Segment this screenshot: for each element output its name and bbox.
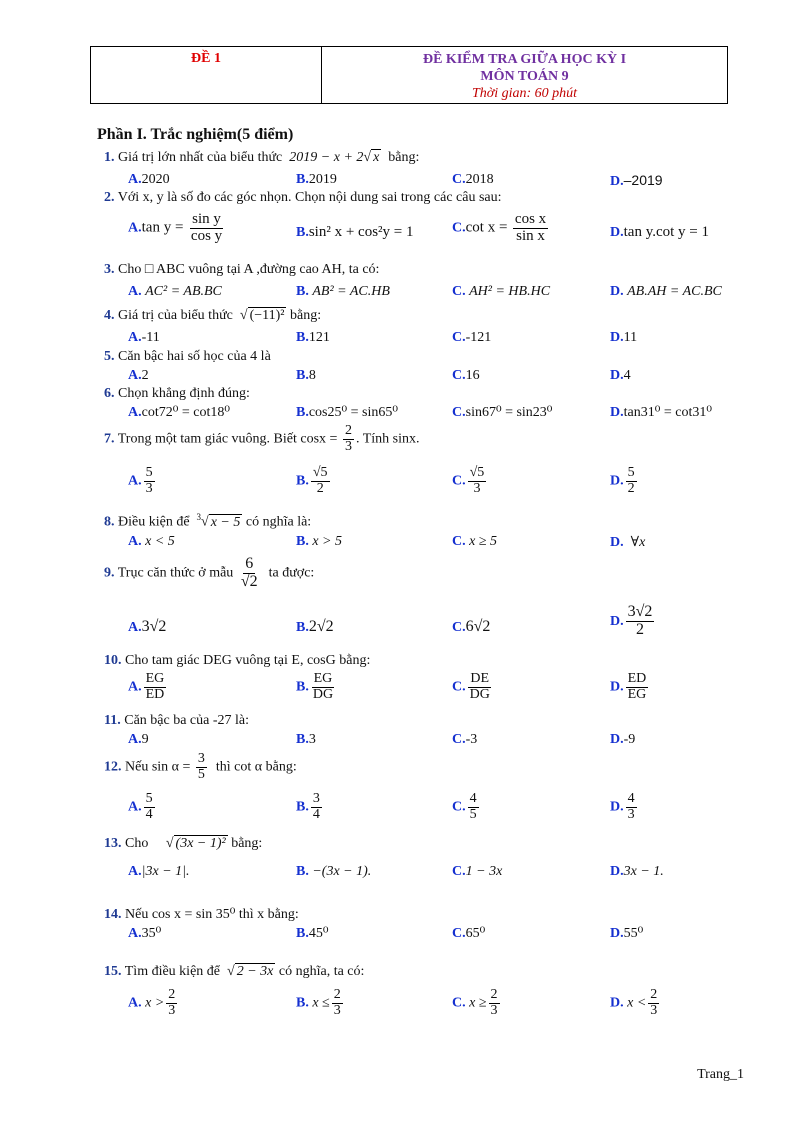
q4-option-d[interactable]: D.11 bbox=[610, 330, 638, 345]
q1-option-b[interactable]: B.2019 bbox=[296, 172, 337, 187]
q10-option-a[interactable]: A. $\frac{EG}{ED}$ bbox=[128, 671, 165, 702]
q1-option-c[interactable]: C.2018 bbox=[452, 172, 494, 187]
q15-option-a[interactable]: A. x > $\frac{2}{3}$ bbox=[128, 987, 176, 1018]
q14-option-c[interactable]: C.65⁰ bbox=[452, 926, 486, 941]
q7-option-c[interactable]: C. $\frac{√5}{3}$ bbox=[452, 465, 485, 496]
q14-option-a[interactable]: A.35⁰ bbox=[128, 926, 162, 941]
q2-option-c[interactable]: C.cot x = $\frac{\text{cos x}}{\text{sin x}}$ bbox=[452, 211, 547, 244]
q13-option-d[interactable]: D.3x − 1. bbox=[610, 864, 664, 879]
q6-option-b[interactable]: B.cos25⁰ = sin65⁰ bbox=[296, 405, 398, 420]
q10-option-b[interactable]: B. $\frac{EG}{DG}$ bbox=[296, 671, 334, 702]
q5-option-d[interactable]: D.4 bbox=[610, 368, 631, 383]
q5-option-a[interactable]: A.2 bbox=[128, 368, 149, 383]
q2-option-a[interactable]: A.tan y = $\frac{\text{sin y}}{\text{cos y}}$ bbox=[128, 211, 223, 244]
exam-title-cell bbox=[322, 47, 727, 103]
q12-option-c[interactable]: C. $\frac{4}{5}$ bbox=[452, 791, 477, 822]
q9-option-c[interactable]: C.6√2 bbox=[452, 618, 491, 635]
q14-option-b[interactable]: B.45⁰ bbox=[296, 926, 329, 941]
question-1: 1. Giá trị lớn nhất của biểu thức 2019 − x + 2√ x bằng: bbox=[104, 150, 420, 165]
question-13: 13. Cho √ (3x − 1)² bằng: bbox=[104, 836, 263, 851]
q6-option-d[interactable]: D.tan31⁰ = cot31⁰ bbox=[610, 405, 712, 420]
q14-option-d[interactable]: D.55⁰ bbox=[610, 926, 644, 941]
q12-option-b[interactable]: B. $\frac{3}{4}$ bbox=[296, 791, 320, 822]
q4-option-c[interactable]: C.-121 bbox=[452, 330, 492, 345]
q13-option-c[interactable]: C.1 − 3x bbox=[452, 864, 503, 879]
question-9: 9. Trục căn thức ở mẫu $\frac{6}{√2}$ ta được: bbox=[104, 555, 315, 590]
question-6: 6. Chọn khẳng định đúng: bbox=[104, 386, 250, 401]
q2-option-b[interactable]: B.sin² x + cos²y = 1 bbox=[296, 224, 414, 240]
q7-option-b[interactable]: B. $\frac{√5}{2}$ bbox=[296, 465, 328, 496]
q13-option-b[interactable]: B. −(3x − 1). bbox=[296, 864, 372, 879]
q3-option-b[interactable]: B. AB² = AC.HB bbox=[296, 284, 390, 299]
q11-option-d[interactable]: D.-9 bbox=[610, 732, 636, 747]
question-15: 15. Tìm điều kiện để √ 2 − 3x có nghĩa, ta có: bbox=[104, 964, 365, 979]
q9-option-b[interactable]: B.2√2 bbox=[296, 618, 334, 635]
question-3: 3. Cho □ ABC vuông tại A ,đường cao AH, ta có: bbox=[104, 262, 380, 277]
question-5: 5. Căn bậc hai số học của 4 là bbox=[104, 349, 271, 364]
q10-option-d[interactable]: D. $\frac{ED}{EG}$ bbox=[610, 671, 647, 702]
q11-option-a[interactable]: A.9 bbox=[128, 732, 149, 747]
q6-option-a[interactable]: A.cot72⁰ = cot18⁰ bbox=[128, 405, 230, 420]
q8-option-a[interactable]: A. x < 5 bbox=[128, 534, 175, 549]
question-11: 11. Căn bậc ba của -27 là: bbox=[104, 713, 250, 728]
q5-option-c[interactable]: C.16 bbox=[452, 368, 480, 383]
question-7: 7. Trong một tam giác vuông. Biết cosx = $\frac{2}{3}$ . Tính sinx. bbox=[104, 423, 420, 454]
q1-option-a[interactable]: A.2020 bbox=[128, 172, 170, 187]
q8-option-c[interactable]: C. x ≥ 5 bbox=[452, 534, 498, 549]
q6-option-c[interactable]: C.sin67⁰ = sin23⁰ bbox=[452, 405, 553, 420]
exam-code-cell bbox=[91, 47, 322, 103]
q15-option-c[interactable]: C. x ≥ $\frac{2}{3}$ bbox=[452, 987, 498, 1018]
q4-option-b[interactable]: B.121 bbox=[296, 330, 330, 345]
exam-subject: MÔN TOÁN 9 bbox=[480, 69, 569, 84]
part-title: Phần I. Trắc nghiệm(5 điểm) bbox=[97, 126, 294, 143]
question-4: 4. Giá trị của biểu thức √ (−11)² bằng: bbox=[104, 308, 322, 323]
q10-option-c[interactable]: C. $\frac{DE}{DG}$ bbox=[452, 671, 490, 702]
q8-option-d[interactable]: D. ∀x bbox=[610, 535, 646, 550]
q2-option-d[interactable]: D.tan y.cot y = 1 bbox=[610, 224, 710, 240]
q1-option-d[interactable]: D.–2019 bbox=[610, 172, 663, 189]
question-14: 14. Nếu cos x = sin 35⁰ thì x bằng: bbox=[104, 907, 299, 922]
q15-option-d[interactable]: D. x < $\frac{2}{3}$ bbox=[610, 987, 658, 1018]
question-12: 12. Nếu sin α = $\frac{3}{5}$ thì cot α bằng: bbox=[104, 751, 297, 782]
question-2: 2. Với x, y là số đo các góc nhọn. Chọn nội dung sai trong các câu sau: bbox=[104, 190, 502, 205]
exam-time: Thời gian: 60 phút bbox=[471, 86, 578, 101]
page-number: Trang_1 bbox=[697, 1067, 744, 1082]
q7-option-a[interactable]: A. $\frac{5}{3}$ bbox=[128, 465, 153, 496]
exam-code: ĐỀ 1 bbox=[191, 51, 221, 66]
q12-option-a[interactable]: A. $\frac{5}{4}$ bbox=[128, 791, 153, 822]
exam-header bbox=[90, 46, 728, 104]
q13-option-a[interactable]: A.|3x − 1|. bbox=[128, 864, 190, 879]
q9-option-d[interactable]: D. $\frac{3√2}{2}$ bbox=[610, 603, 653, 638]
q4-option-a[interactable]: A.-11 bbox=[128, 330, 160, 345]
question-8: 8. Điều kiện để $^3$√ x − 5 có nghĩa là: bbox=[104, 512, 312, 530]
q3-option-c[interactable]: C. AH² = HB.HC bbox=[452, 284, 551, 299]
q7-option-d[interactable]: D. $\frac{5}{2}$ bbox=[610, 465, 635, 496]
q5-option-b[interactable]: B.8 bbox=[296, 368, 316, 383]
q3-option-d[interactable]: D. AB.AH = AC.BC bbox=[610, 284, 722, 299]
exam-title: ĐỀ KIỂM TRA GIỮA HỌC KỲ I bbox=[422, 52, 627, 67]
q8-option-b[interactable]: B. x > 5 bbox=[296, 534, 343, 549]
q11-option-c[interactable]: C.-3 bbox=[452, 732, 478, 747]
q3-option-a[interactable]: A. AC² = AB.BC bbox=[128, 284, 222, 299]
q15-option-b[interactable]: B. x ≤ $\frac{2}{3}$ bbox=[296, 987, 341, 1018]
q11-option-b[interactable]: B.3 bbox=[296, 732, 316, 747]
q12-option-d[interactable]: D. $\frac{4}{3}$ bbox=[610, 791, 635, 822]
question-10: 10. Cho tam giác DEG vuông tại E, cosG bằng: bbox=[104, 653, 371, 668]
q9-option-a[interactable]: A.3√2 bbox=[128, 618, 167, 635]
